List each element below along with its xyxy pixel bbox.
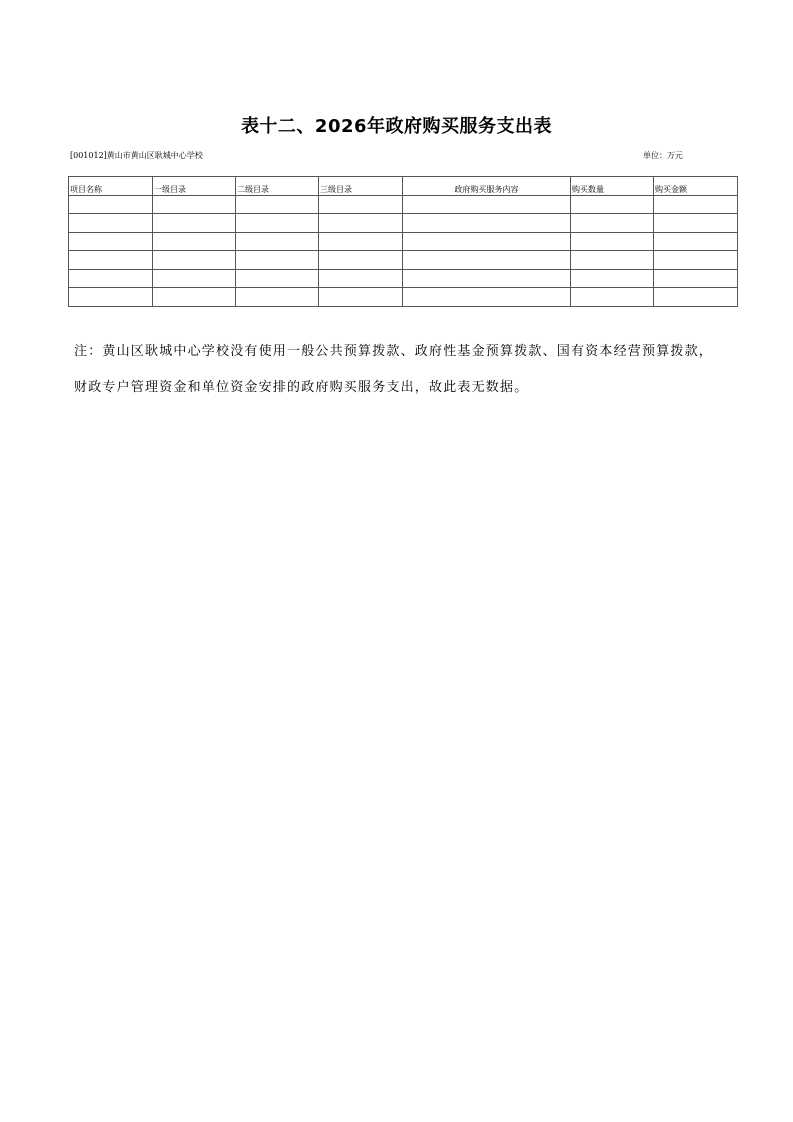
table-cell [403,214,571,233]
table-cell [236,214,319,233]
footnote [74,334,754,406]
table-row [69,195,738,214]
table-cell [319,288,403,307]
table-row [69,214,738,233]
table-cell [236,269,319,288]
organization-label: [001012]黄山市黄山区耿城中心学校 [70,151,203,160]
table-cell [153,214,236,233]
table-cell [654,195,738,214]
column-header-level2: 二级目录 [236,177,319,196]
table-cell [654,251,738,270]
table-cell [236,195,319,214]
table-cell [571,232,654,251]
column-header-level3: 三级目录 [319,177,403,196]
table-cell [319,251,403,270]
table-cell [69,232,153,251]
table-cell [153,232,236,251]
table-cell [654,232,738,251]
table-row [69,288,738,307]
table-cell [319,214,403,233]
table-cell [319,269,403,288]
table-cell [654,269,738,288]
table-cell [403,251,571,270]
table-cell [236,288,319,307]
table-cell [571,195,654,214]
table-row [69,251,738,270]
table-cell [571,251,654,270]
table-header-row [69,177,738,196]
table-cell [69,269,153,288]
table-cell [69,195,153,214]
unit-label: 单位：万元 [643,151,683,160]
table-cell [69,214,153,233]
table-cell [403,269,571,288]
table-row [69,232,738,251]
purchase-services-table [68,176,738,307]
table-cell [403,195,571,214]
table-cell [403,288,571,307]
column-header-amount: 购买金额 [654,177,738,196]
table-cell [69,288,153,307]
table-cell [236,251,319,270]
table-cell [153,195,236,214]
table-cell [654,288,738,307]
table-cell [69,251,153,270]
table-cell [319,232,403,251]
table-row [69,269,738,288]
table-cell [153,288,236,307]
table-cell [403,232,571,251]
table-cell [236,232,319,251]
table-cell [571,214,654,233]
table-cell [571,288,654,307]
footnote-line-1: 注：黄山区耿城中心学校没有使用一般公共预算拨款、政府性基金预算拨款、国有资本经营预算拨款， [74,344,714,359]
table-cell [153,251,236,270]
page-title: 表十二、2026年政府购买服务支出表 [240,116,553,137]
table-cell [319,195,403,214]
column-header-quantity: 购买数量 [571,177,654,196]
column-header-project-name: 项目名称 [69,177,153,196]
column-header-service-content: 政府购买服务内容 [403,177,571,196]
table-cell [571,269,654,288]
table-cell [153,269,236,288]
footnote-line-2: 财政专户管理资金和单位资金安排的政府购买服务支出，故此表无数据。 [74,380,529,395]
column-header-level1: 一级目录 [153,177,236,196]
table-cell [654,214,738,233]
